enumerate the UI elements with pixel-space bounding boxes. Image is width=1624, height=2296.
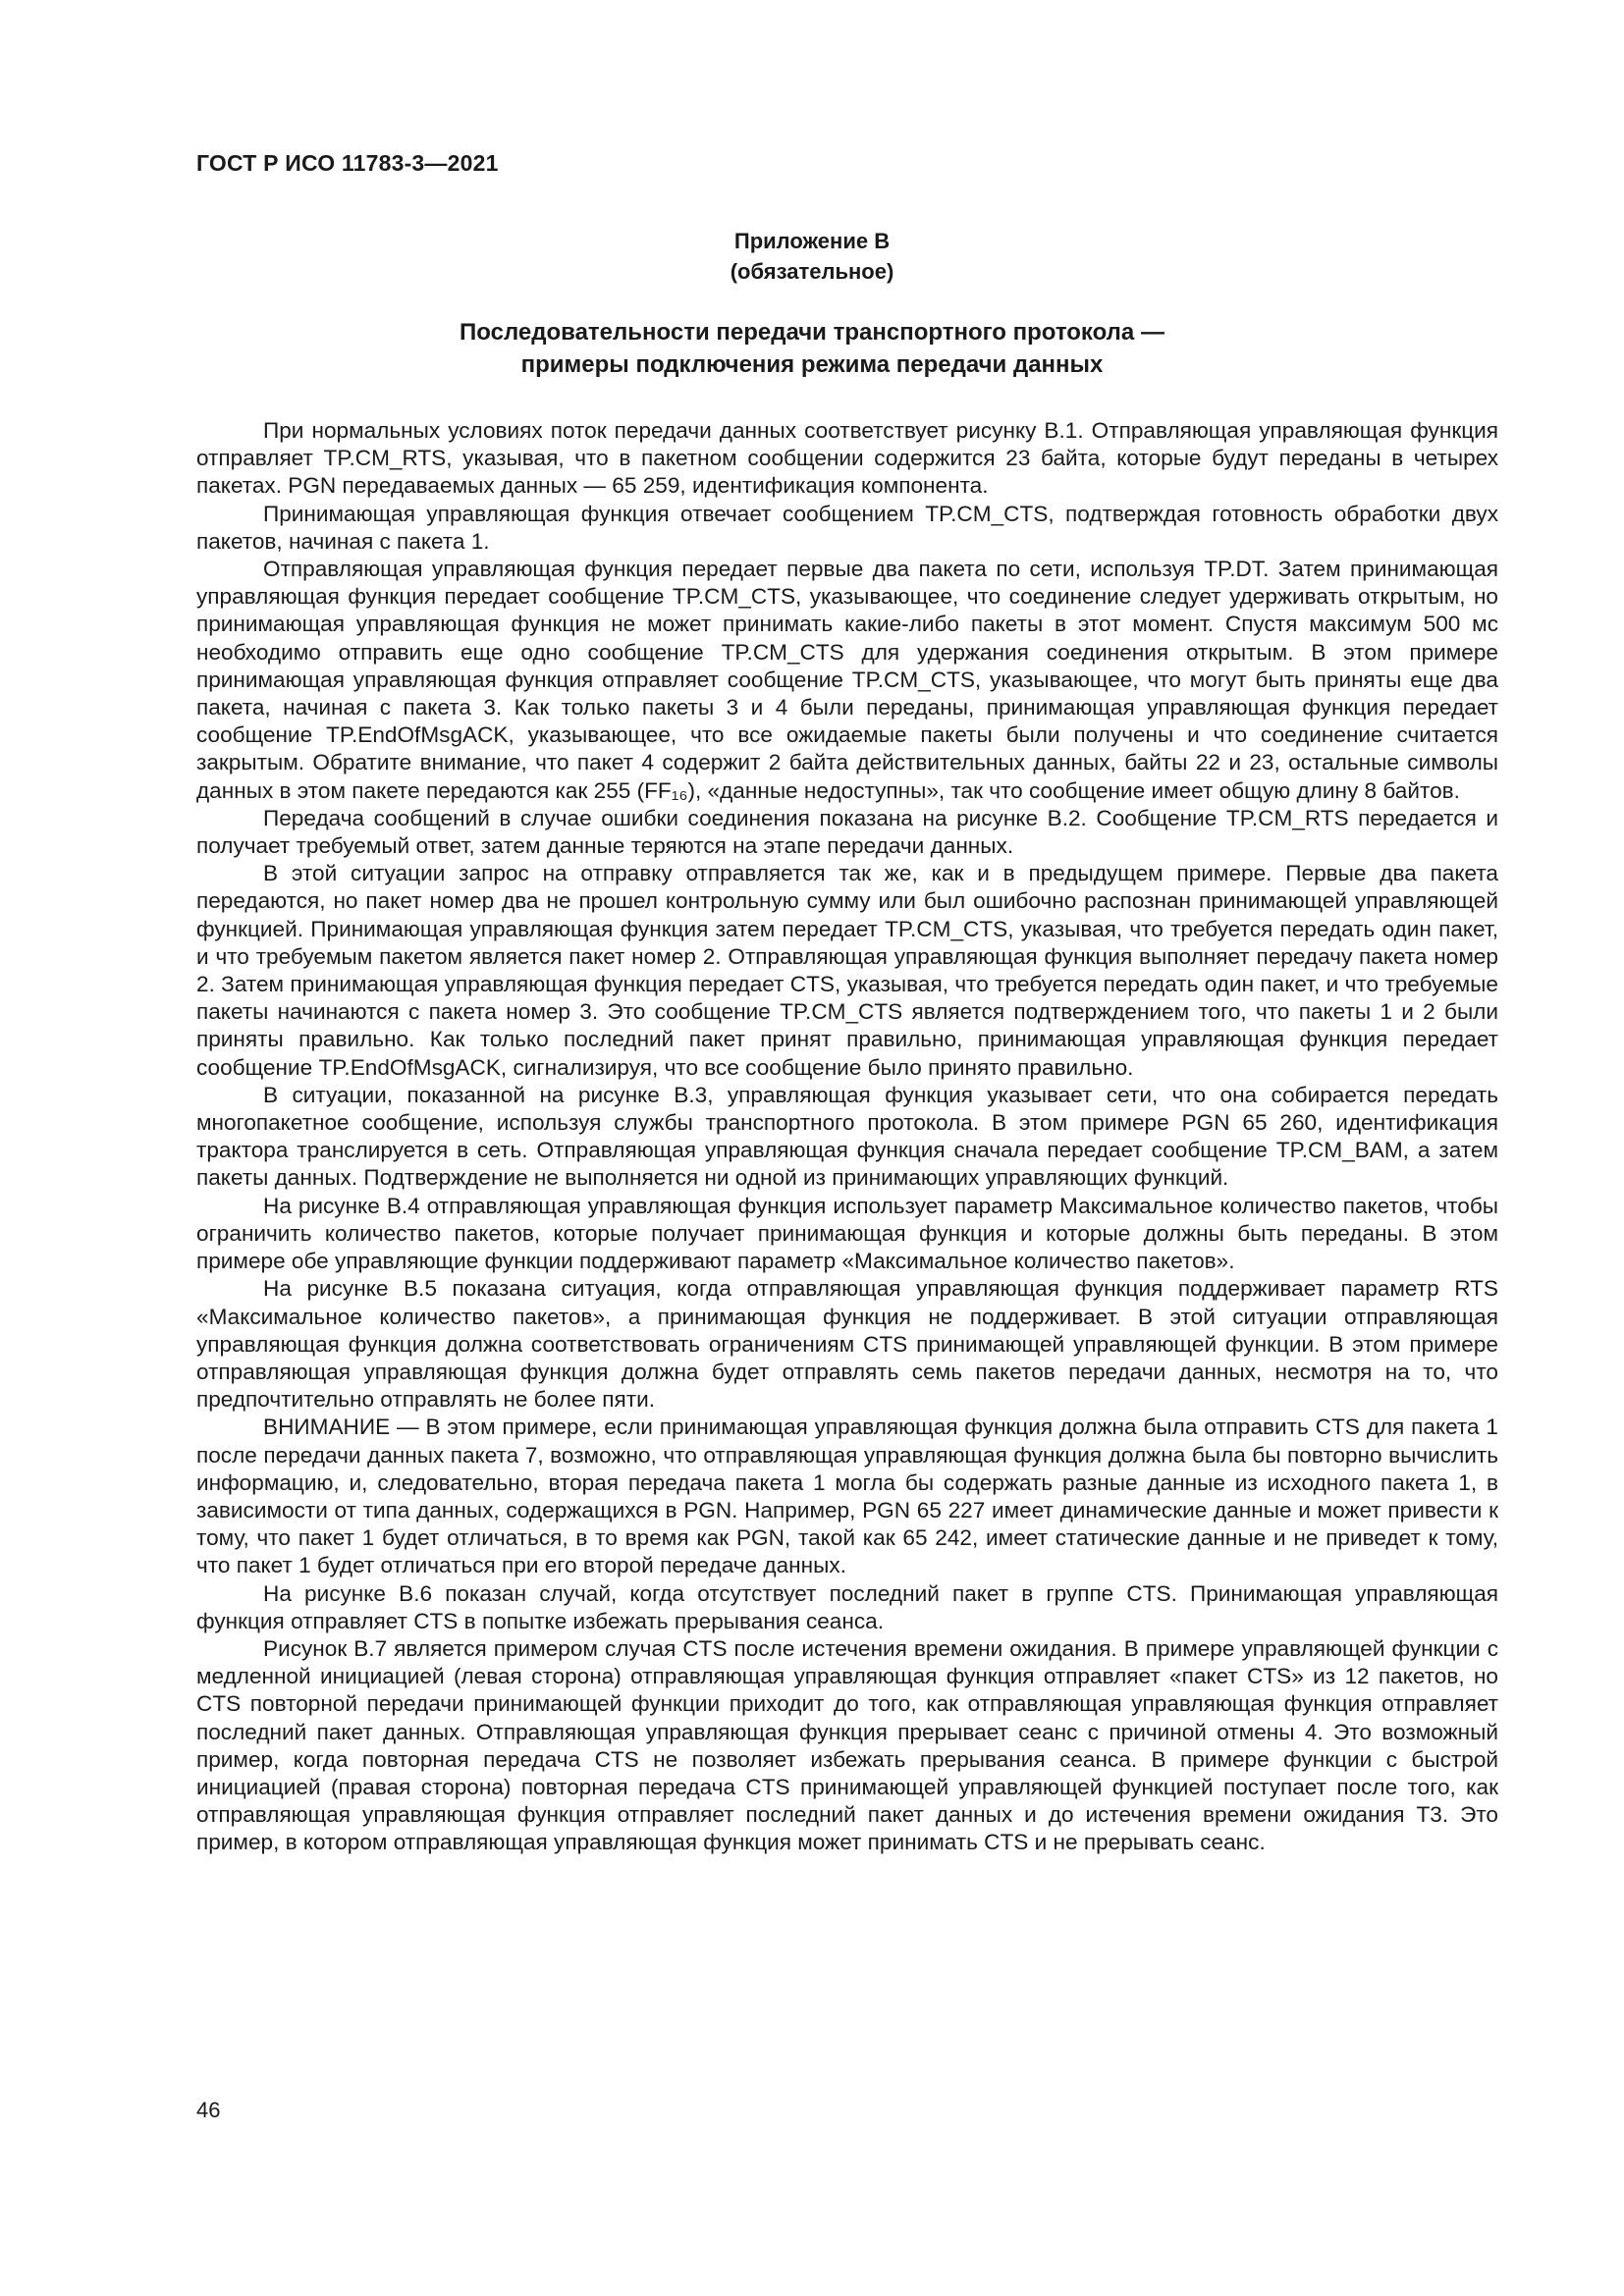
- paragraph: На рисунке В.6 показан случай, когда отсутствует последний пакет в группе CTS. Принимающая управляющая функция отправляет CTS в попытке избежать прерывания сеанса.: [196, 1580, 1498, 1633]
- paragraph: Передача сообщений в случае ошибки соединения показана на рисунке В.2. Сообщение TP.CM_RTS передается и получает требуемый ответ, затем данные теряются на этапе передачи данных.: [196, 805, 1498, 859]
- body-text: [196, 417, 1498, 1857]
- paragraph: ВНИМАНИЕ — В этом примере, если принимающая управляющая функция должна была отправить CTS для пакета 1 после передачи данных пакета 7, возможно, что отправляющая управляющая функция должна была бы повторно вычислить информацию, и, следовательно, вторая передача пакета 1 могла бы содержать разные данные из исходного пакета 1, в зависимости от типа данных, содержащихся в PGN. Например, PGN 65 227 имеет динамические данные и может привести к тому, что пакет 1 будет отличаться, в то время как PGN, такой как 65 242, имеет статические данные и не приведет к тому, что пакет 1 будет отличаться при его второй передаче данных.: [196, 1415, 1498, 1578]
- paragraph: Рисунок В.7 является примером случая CTS после истечения времени ожидания. В примере управляющей функции с медленной инициацией (левая сторона) отправляющая управляющая функция отправляет «пакет CTS» из 12 пакетов, но CTS повторной передачи принимающей функции приходит до того, как отправляющая управляющая функция отправляет последний пакет данных. Отправляющая управляющая функция прерывает сеанс с причиной отмены 4. Это возможный пример, когда повторная передача CTS не позволяет избежать прерывания сеанса. В примере функции с быстрой инициацией (правая сторона) повторная передача CTS принимающей управляющей функцией поступает после того, как отправляющая управляющая функция отправляет последний пакет данных и до истечения времени ожидания Т3. Это пример, в котором отправляющая управляющая функция может принимать CTS и не прерывать сеанс.: [196, 1635, 1498, 1855]
- paragraph: Отправляющая управляющая функция передает первые два пакета по сети, используя TP.DT. Затем принимающая управляющая функция передает сообщение TP.CM_CTS, указывающее, что соединение следует удерживать открытым, но принимающая управляющая функция не может принимать какие-либо пакеты в этот момент. Спустя максимум 500 мс необходимо отправить еще одно сообщение TP.CM_CTS для удержания соединения открытым. В этом примере принимающая управляющая функция отправляет сообщение TP.CM_CTS, указывающее, что могут быть приняты еще два пакета, начиная с пакета 3. Как только пакеты 3 и 4 были переданы, принимающая управляющая функция передает сообщение TP.EndOfMsgACK, указывающее, что все ожидаемые пакеты были получены и что соединение считается закрытым. Обратите внимание, что пакет 4 содержит 2 байта действительных данных, байты 22 и 23, остальные символы данных в этом пакете передаются как 255 (FF₁₆), «данные недоступны», так что сообщение имеет общую длину 8 байтов.: [196, 557, 1498, 803]
- annex-heading-line-2: примеры подключения режима передачи данных: [520, 351, 1104, 378]
- annex-heading-line-1: Последовательности передачи транспортного протокола —: [460, 319, 1164, 346]
- paragraph: Принимающая управляющая функция отвечает сообщением TP.CM_CTS, подтверждая готовность обработки двух пакетов, начиная с пакета 1.: [196, 501, 1498, 554]
- paragraph: На рисунке В.5 показана ситуация, когда отправляющая управляющая функция поддерживает параметр RTS «Максимальное количество пакетов», а принимающая функция не поддерживает. В этой ситуации отправляющая управляющая функция должна соответствовать ограничениям CTS принимающей управляющей функции. В этом примере отправляющая управляющая функция должна будет отправлять семь пакетов передачи данных, несмотря на то, что предпочтительно отправлять не более пяти.: [196, 1276, 1498, 1413]
- standard-code-header: ГОСТ Р ИСО 11783-3—2021: [196, 150, 499, 176]
- paragraph: В этой ситуации запрос на отправку отправляется так же, как и в предыдущем примере. Первые два пакета передаются, но пакет номер два не прошел контрольную сумму или был ошибочно распознан принимающей управляющей функцией. Принимающая управляющая функция затем передает TP.CM_CTS, указывая, что требуется передать один пакет, и что требуемым пакетом является пакет номер 2. Отправляющая управляющая функция выполняет передачу пакета номер 2. Затем принимающая управляющая функция передает CTS, указывая, что требуется передать один пакет, и что требуемые пакеты начинаются с пакета номер 3. Это сообщение TP.CM_CTS является подтверждением того, что пакеты 1 и 2 были приняты правильно. Как только последний пакет принят правильно, принимающая управляющая функция передает сообщение TP.EndOfMsgACK, сигнализируя, что все сообщение было принято правильно.: [196, 861, 1498, 1080]
- paragraph: При нормальных условиях поток передачи данных соответствует рисунку В.1. Отправляющая управляющая функция отправляет TP.CM_RTS, указывая, что в пакетном сообщении содержится 23 байта, которые будут переданы в четырех пакетах. PGN передаваемых данных — 65 259, идентификация компонента.: [196, 418, 1498, 499]
- annex-status: (обязательное): [730, 259, 894, 284]
- page-number: 46: [196, 2098, 221, 2122]
- annex-title: Приложение В: [733, 229, 891, 253]
- paragraph: На рисунке В.4 отправляющая управляющая функция использует параметр Максимальное количество пакетов, чтобы ограничить количество пакетов, которые получает принимающая функция и которые должны быть переданы. В этом примере обе управляющие функции поддерживают параметр «Максимальное количество пакетов».: [196, 1193, 1498, 1274]
- paragraph: В ситуации, показанной на рисунке В.3, управляющая функция указывает сети, что она собирается передать многопакетное сообщение, используя службы транспортного протокола. В этом примере PGN 65 260, идентификация трактора транслируется в сеть. Отправляющая управляющая функция сначала передает сообщение TP.CM_BAM, а затем пакеты данных. Подтверждение не выполняется ни одной из принимающих управляющих функций.: [196, 1082, 1498, 1191]
